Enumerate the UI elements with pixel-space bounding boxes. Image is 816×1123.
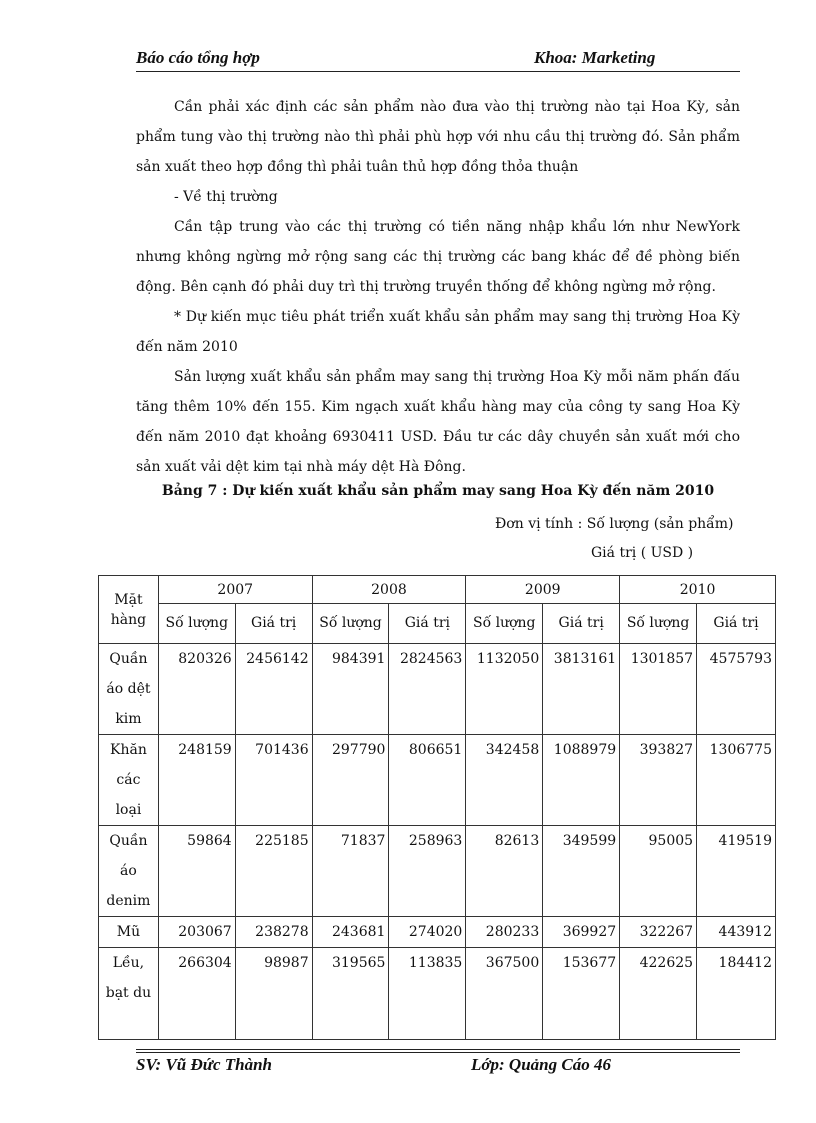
table-row [99,917,776,948]
value-cell: 1132050 [466,644,543,735]
footer-divider [136,1052,740,1053]
table-subheader-row [99,604,776,644]
table-row [99,826,776,917]
value-cell: 71837 [312,826,389,917]
value-cell: 266304 [158,948,235,1040]
value-cell: 367500 [466,948,543,1040]
value-cell: 319565 [312,948,389,1040]
body-text [136,92,740,482]
value-cell: 274020 [389,917,466,948]
table-row [99,644,776,735]
value-cell: 82613 [466,826,543,917]
item-cell: Quần áo dệt kim [99,644,159,735]
value-cell: 701436 [235,735,312,826]
value-header: Giá trị [543,604,620,644]
paragraph-market-heading: - Về thị trường [174,189,278,205]
value-header: Giá trị [389,604,466,644]
footer-student: SV: Vũ Đức Thành [136,1055,272,1074]
value-cell: 153677 [543,948,620,1040]
qty-header: Số lượng [620,604,697,644]
value-cell: 1306775 [697,735,776,826]
year-header: 2007 [158,576,312,604]
value-cell: 98987 [235,948,312,1040]
value-cell: 59864 [158,826,235,917]
value-cell: 422625 [620,948,697,1040]
footer-class: Lớp: Quảng Cáo 46 [471,1055,611,1074]
paragraph-target: Sản lượng xuất khẩu sản phẩm may sang thị trường Hoa Kỳ mỗi năm phấn đấu tăng thêm 10% đến 155. Kim ngạch xuất khẩu hàng may của công ty sang Hoa Kỳ đến năm 2010 đạt khoảng 6930411 USD. Đầu tư các dây chuyền sản xuất mới cho sản xuất vải dệt kim tại nhà máy dệt Hà Đông. [136,369,740,475]
value-cell: 248159 [158,735,235,826]
header-divider [136,71,740,72]
paragraph-target-heading: * Dự kiến mục tiêu phát triển xuất khẩu sản phẩm may sang thị trường Hoa Kỳ đến năm 2010 [136,309,740,355]
value-cell: 806651 [389,735,466,826]
item-cell: Quần áo denim [99,826,159,917]
item-cell: Mũ [99,917,159,948]
value-cell: 184412 [697,948,776,1040]
value-cell: 1088979 [543,735,620,826]
value-cell: 4575793 [697,644,776,735]
table-row [99,735,776,826]
value-cell: 443912 [697,917,776,948]
value-cell: 2824563 [389,644,466,735]
footer-divider [136,1049,740,1050]
value-cell: 2456142 [235,644,312,735]
table-header-row [99,576,776,604]
item-cell: Lều, bạt du [99,948,159,1040]
item-cell: Khăn các loại [99,735,159,826]
value-cell: 225185 [235,826,312,917]
page-header [136,48,740,72]
value-cell: 322267 [620,917,697,948]
value-cell: 3813161 [543,644,620,735]
qty-header: Số lượng [158,604,235,644]
value-cell: 280233 [466,917,543,948]
value-cell: 342458 [466,735,543,826]
value-cell: 369927 [543,917,620,948]
unit-note-quantity: Đơn vị tính : Số lượng (sản phẩm) [495,516,734,532]
header-report-title: Báo cáo tổng hợp [136,48,260,67]
table-row [99,948,776,1040]
table-caption: Bảng 7 : Dự kiến xuất khẩu sản phẩm may sang Hoa Kỳ đến năm 2010 [161,483,715,499]
value-header: Giá trị [697,604,776,644]
header-faculty: Khoa: Marketing [534,48,656,67]
value-cell: 984391 [312,644,389,735]
export-forecast-table [98,575,776,1040]
value-cell: 243681 [312,917,389,948]
value-cell: 349599 [543,826,620,917]
paragraph-market: Cần tập trung vào các thị trường có tiền năng nhập khẩu lớn như NewYork nhưng không ngừng mở rộng sang các thị trường các bang khác để đề phòng biến động. Bên cạnh đó phải duy trì thị trường truyền thống để không ngừng mở rộng. [136,219,740,295]
value-cell: 203067 [158,917,235,948]
paragraph-products: Cần phải xác định các sản phẩm nào đưa vào thị trường nào tại Hoa Kỳ, sản phẩm tung vào thị trường nào thì phải phù hợp với nhu cầu thị trường đó. Sản phẩm sản xuất theo hợp đồng thì phải tuân thủ hợp đồng thỏa thuận [136,99,740,175]
qty-header: Số lượng [466,604,543,644]
year-header: 2008 [312,576,466,604]
value-cell: 95005 [620,826,697,917]
value-cell: 238278 [235,917,312,948]
value-cell: 297790 [312,735,389,826]
value-cell: 113835 [389,948,466,1040]
value-cell: 1301857 [620,644,697,735]
value-cell: 258963 [389,826,466,917]
value-cell: 419519 [697,826,776,917]
page-footer [136,1055,740,1079]
year-header: 2009 [466,576,620,604]
value-cell: 820326 [158,644,235,735]
qty-header: Số lượng [312,604,389,644]
item-header: Mặt hàng [99,576,159,644]
value-header: Giá trị [235,604,312,644]
value-cell: 393827 [620,735,697,826]
unit-note-value: Giá trị ( USD ) [591,545,694,561]
year-header: 2010 [620,576,776,604]
